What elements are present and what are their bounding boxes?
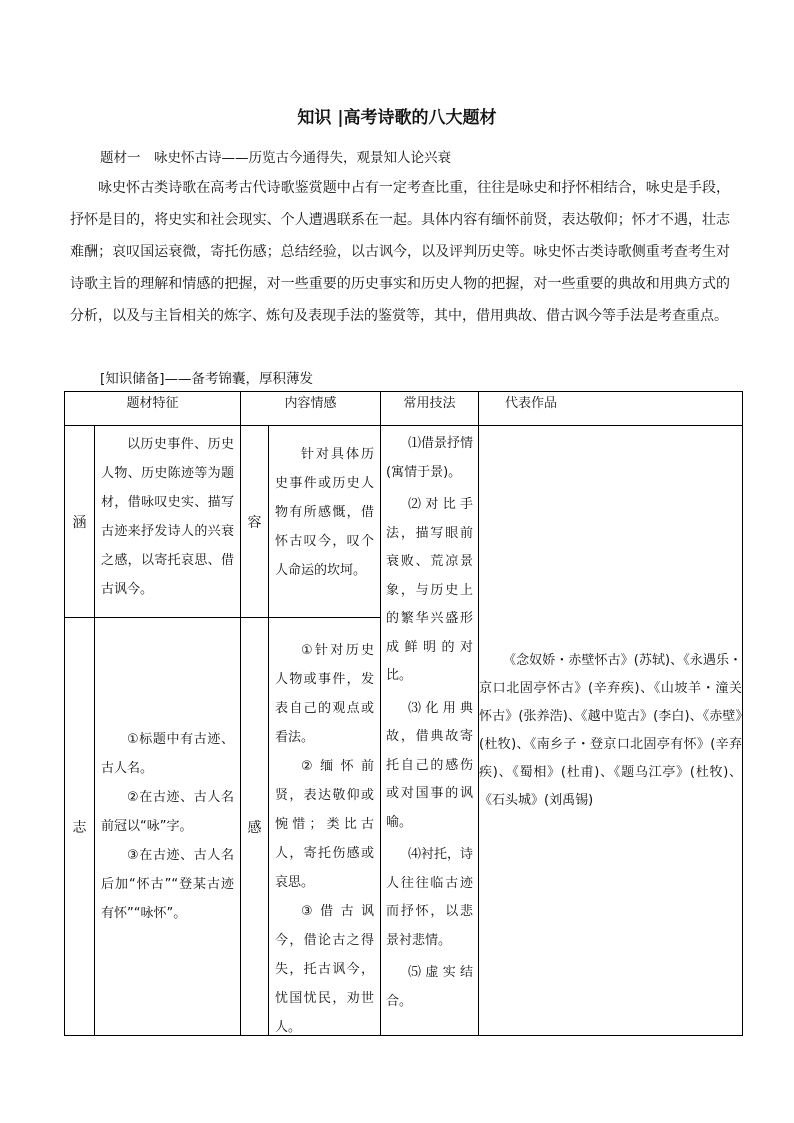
header-feature: 题材特征	[126, 396, 179, 411]
feature-row2	[95, 721, 240, 932]
content-item: ②缅怀前贤，表达敬仰或惋惜；类比古人，寄托伤感或哀思。	[275, 759, 375, 890]
content-row2	[269, 618, 380, 1035]
content-item: ①针对历史人物或事件，发表自己的观点或看法。	[275, 643, 375, 745]
technique-item: ⑴借景抒情(寓情于景)。	[386, 436, 474, 480]
side-label-rong: 容	[241, 426, 269, 618]
feature-item: ③在古迹、古人名后加“怀古”“登某古迹有怀”“咏怀”。	[101, 848, 235, 921]
side-label-gan: 感	[241, 618, 269, 1036]
header-technique: 常用技法	[403, 396, 456, 411]
side-label-han: 涵	[65, 426, 95, 618]
header-content: 内容情感	[284, 396, 337, 411]
section-subhead: 题材一 咏史怀古诗——历览古今通得失，观景知人论兴衰	[100, 150, 451, 166]
technique-item: ⑵对比手法，描写眼前衰败、荒凉景象，与历史上的繁华兴盛形成鲜明的对比。	[386, 497, 474, 683]
table-row	[65, 426, 743, 618]
page-title: 知识 |高考诗歌的八大题材	[297, 108, 497, 128]
knowledge-prep-label: [知识储备]——备考锦囊，厚积薄发	[100, 371, 314, 387]
feature-row1: 以历史事件、历史人物、历史陈迹等为题材，借咏叹史实、描写古迹来抒发诗人的兴衰之感，以寄托哀思、借古讽今。	[101, 437, 235, 597]
techniques-cell	[381, 426, 478, 1009]
technique-item: ⑸虚实结合。	[386, 965, 474, 1009]
content-item: ③借古讽今，借论古之得失，托古讽今，忧国忧民，劝世人。	[275, 904, 375, 1035]
feature-item: ②在古迹、古人名前冠以“咏”字。	[101, 790, 235, 834]
side-label-zhi: 志	[65, 618, 95, 1036]
technique-item: ⑷衬托，诗人往往临古迹而抒怀，以悲景衬悲情。	[386, 847, 474, 948]
technique-item: ⑶化用典故，借典故寄托自己的感伤或对国事的讽喻。	[386, 700, 474, 830]
representative-works: 《念奴娇・赤壁怀古》(苏轼)、《永遇乐・京口北固亭怀古》(辛弃疾)、《山坡羊・潼关怀古》(张养浩)、《越中览古》(李白)、《赤壁》(杜牧)、《南乡子・登京口北固亭有怀》(辛弃疾)、《蜀相》(杜甫)、《题乌江亭》(杜牧)、《石头城》(刘禹锡)	[479, 426, 743, 1036]
knowledge-table	[64, 391, 743, 1036]
intro-paragraph: 咏史怀古类诗歌在高考古代诗歌鉴赏题中占有一定考查比重，往往是咏史和抒怀相结合，咏史是手段，抒怀是目的，将史实和社会现实、个人遭遇联系在一起。具体内容有缅怀前贤，表达敬仰；怀才不遇，壮志难酬；哀叹国运衰微，寄托伤感；总结经验，以古讽今，以及评判历史等。咏史怀古类诗歌侧重考查考生对诗歌主旨的理解和情感的把握，对一些重要的历史事实和历史人物的把握，对一些重要的典故和用典方式的分析，以及与主旨相关的炼字、炼句及表现手法的鉴赏等，其中，借用典故、借古讽今等手法是考查重点。	[70, 180, 730, 324]
content-row1: 针对具体历史事件或历史人物有所感慨，借怀古叹今，叹个人命运的坎坷。	[275, 447, 375, 578]
table-header-row	[65, 392, 743, 426]
feature-item: ①标题中有古迹、古人名。	[101, 732, 235, 776]
header-works: 代表作品	[505, 396, 558, 411]
